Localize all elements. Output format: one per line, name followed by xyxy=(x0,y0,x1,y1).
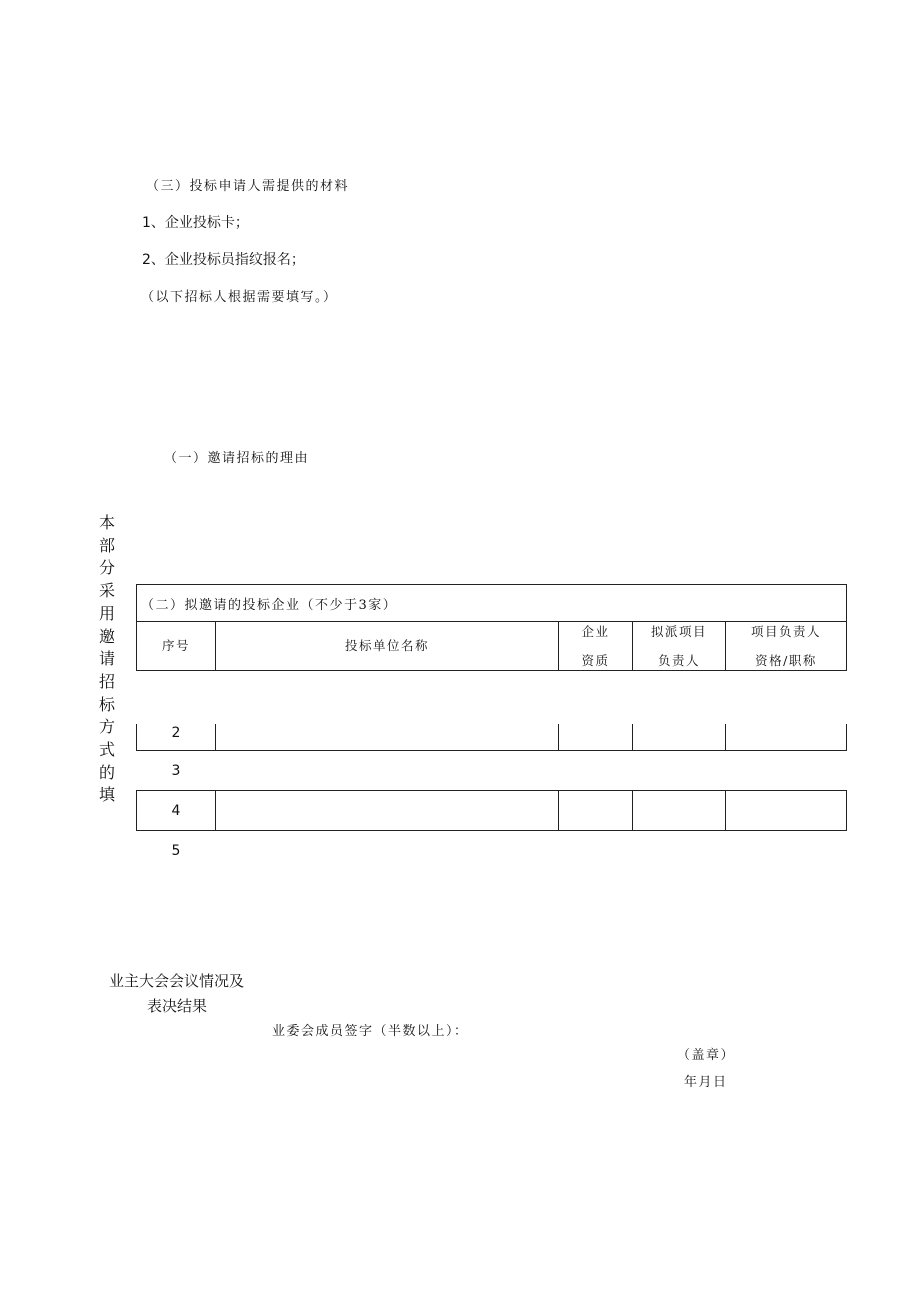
section3-note: （以下招标人根据需要填写。） xyxy=(141,290,338,305)
table-row-number: 3 xyxy=(171,763,181,779)
table-row-number: 4 xyxy=(171,803,181,819)
table-border xyxy=(215,724,216,751)
side-label-char: 招 xyxy=(98,671,115,691)
header-project-manager-line: 拟派项目 xyxy=(650,624,707,639)
header-manager-title-line: 资格/职称 xyxy=(755,653,817,668)
meeting-label-line-2: 表决结果 xyxy=(147,997,208,1015)
table-border xyxy=(725,724,726,751)
side-label-char: 填 xyxy=(98,785,115,805)
table-caption: （二）拟邀请的投标企业（不少于3家） xyxy=(141,598,398,613)
side-label-char: 用 xyxy=(98,603,115,623)
side-label-char: 分 xyxy=(98,558,115,578)
table-border xyxy=(846,584,847,671)
header-qualification xyxy=(559,617,632,675)
header-qualification-line: 资质 xyxy=(581,653,610,668)
date-label: 年月日 xyxy=(684,1075,728,1090)
table-row-number: 5 xyxy=(171,843,181,859)
section3-heading: （三）投标申请人需提供的材料 xyxy=(146,179,350,194)
side-label-char: 方 xyxy=(98,717,115,737)
header-project-manager-line: 负责人 xyxy=(657,653,700,668)
table-border xyxy=(632,724,633,751)
side-label-char: 请 xyxy=(98,649,115,669)
side-label-char: 本 xyxy=(98,513,115,532)
table-border xyxy=(136,750,847,751)
table-border xyxy=(632,790,633,831)
invite-reason-heading: （一）邀请招标的理由 xyxy=(164,451,310,466)
table-border xyxy=(136,584,847,585)
table-border xyxy=(846,724,847,751)
table-border xyxy=(725,790,726,831)
table-border xyxy=(136,790,847,791)
table-border xyxy=(136,830,847,831)
seal-label: （盖章） xyxy=(677,1048,736,1063)
meeting-label-line-1: 业主大会会议情况及 xyxy=(109,972,245,990)
side-vertical-label xyxy=(95,512,119,807)
table-border xyxy=(215,790,216,831)
header-company-name: 投标单位名称 xyxy=(344,638,429,653)
table-border xyxy=(846,790,847,831)
section3-item-2: 2、企业投标员指纹报名； xyxy=(142,252,305,268)
table-border xyxy=(558,790,559,831)
header-qualification-line: 企业 xyxy=(581,624,610,639)
side-label-char: 采 xyxy=(98,581,115,601)
header-seq: 序号 xyxy=(161,638,190,653)
signature-label: 业委会成员签字（半数以上）： xyxy=(272,1024,469,1039)
table-row-number: 2 xyxy=(171,725,181,741)
header-manager-title xyxy=(726,617,846,675)
section3-item-1: 1、企业投标卡； xyxy=(142,215,249,231)
side-label-char: 标 xyxy=(98,694,115,714)
header-manager-title-line: 项目负责人 xyxy=(750,624,821,639)
table-border xyxy=(558,724,559,751)
side-label-char: 部 xyxy=(98,535,115,555)
header-project-manager xyxy=(633,617,725,675)
side-label-char: 式 xyxy=(98,740,115,760)
side-label-char: 的 xyxy=(98,762,115,782)
side-label-char: 邀 xyxy=(98,626,115,646)
